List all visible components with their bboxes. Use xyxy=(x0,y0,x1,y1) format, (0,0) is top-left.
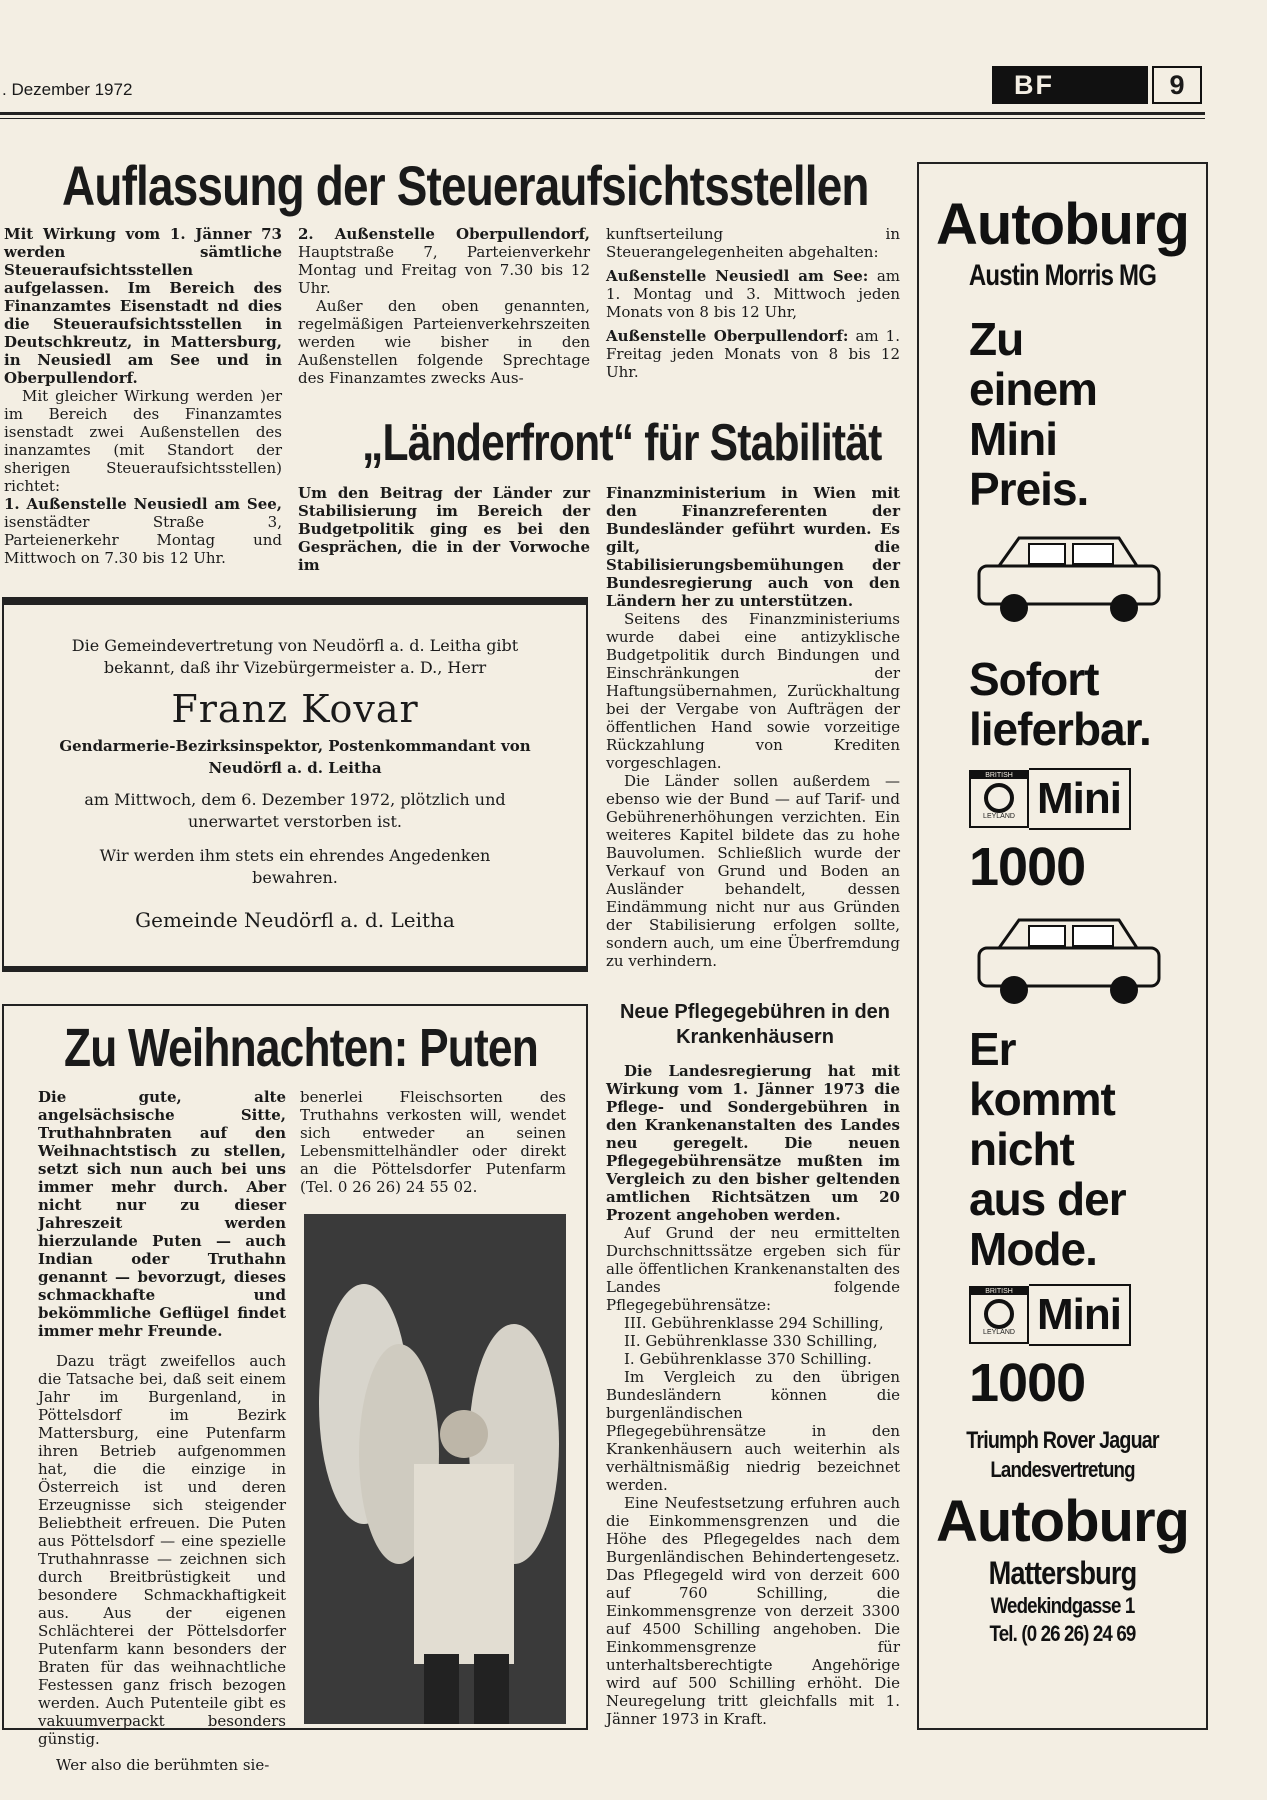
obituary-name: Franz Kovar xyxy=(171,687,419,731)
advert-brand: Autoburg xyxy=(936,1489,1189,1554)
article-lead: Die Landesregierung hat mit Wirkung vom 1. Jänner 1973 die Pflege- und Sondergebühren in den Krankenanstalten des Landes neu geregelt. Die neuen Pflegegebührensätze mußten im Vergleich zu den bisher geltenden amtlichen Richtsätzen um 20 Prozent angehoben werden. xyxy=(606,1062,900,1224)
obituary-title: Gendarmerie-Bezirksinspektor, Postenkommandant von Neudörfl a. d. Leitha xyxy=(59,737,531,777)
obituary-date: am Mittwoch, dem 6. Dezember 1972, plötzlich und unerwartet verstorben ist. xyxy=(84,790,506,831)
advert-model-number: 1000 xyxy=(969,837,1086,897)
british-leyland-logo xyxy=(969,770,1029,828)
article-headline: „Länderfront“ für Stabilität xyxy=(362,414,882,472)
advert-model: Mini xyxy=(1029,1284,1131,1346)
header-rule-thin xyxy=(0,118,1205,119)
advert-city: Mattersburg xyxy=(988,1555,1137,1591)
fee-class-1: I. Gebührenklasse 370 Schilling. xyxy=(624,1350,872,1368)
mini-car-icon xyxy=(969,910,1169,1010)
advert-line: einem xyxy=(969,363,1097,415)
british-leyland-logo xyxy=(969,1286,1029,1344)
article-column xyxy=(298,225,590,387)
advert-street: Wedekindgasse 1 xyxy=(990,1593,1135,1618)
article-headline: Neue Pflegegebühren in den Krankenhäusern xyxy=(619,1001,891,1048)
obituary-signature: Gemeinde Neudörfl a. d. Leitha xyxy=(135,908,455,932)
article-paragraph: kunftserteilung in Steuerangelegenheiten abgehalten: xyxy=(606,225,900,261)
autoburg-advert xyxy=(917,162,1208,1730)
article-subhead: Außenstelle Neusiedl am See: xyxy=(606,267,869,285)
advert-landesvertretung: Landesvertretung xyxy=(990,1457,1135,1482)
article-paragraph: Seitens des Finanzministeriums wurde dabei eine antizyklische Budgetpolitik durch Bindungen und Einschränkungen der Haftungsübernahmen, Zurückhaltung bei der Vergabe von Aufträgen der öffentlichen Hand sowie vorzeitige Rückzahlung von Krediten vorgeschlagen. xyxy=(606,610,900,772)
article-lead: Mit Wirkung vom 1. Jänner 73 werden sämtliche Steueraufsichtsstellen aufgelassen. Im Bereich des Finanzamtes Eisenstadt nd dies die Steueraufsichtsstellen in Deutschkreutz, in Mattersburg, in Neusiedl am See und in Oberpullendorf. xyxy=(4,225,282,387)
article-paragraph: Wer also die berühmten sie- xyxy=(56,1756,270,1774)
advert-brand: Autoburg xyxy=(936,192,1189,257)
advert-makes: Austin Morris MG xyxy=(968,259,1157,292)
article-subhead: 1. Außenstelle Neusiedl am See, xyxy=(4,495,282,513)
page-number: 9 xyxy=(1152,66,1202,104)
obituary-memorial: Wir werden ihm stets ein ehrendes Angedenken bewahren. xyxy=(99,846,491,887)
advert-phone: Tel. (0 26 26) 24 69 xyxy=(989,1621,1136,1646)
advert-line: Preis. xyxy=(969,463,1089,515)
turkey-farm-photo xyxy=(304,1214,566,1724)
article-paragraph: am 1. Montag und 3. Mittwoch jeden Monats von 8 bis 12 Uhr, xyxy=(606,267,900,321)
header-rule xyxy=(0,112,1205,115)
article-lead: Finanzministerium in Wien mit den Finanzreferenten der Bundesländer geführt wurden. Es gilt, die Stabilisierungsbemühungen der Bundesregierung auch von den Ländern her zu unterstützen. xyxy=(606,484,900,610)
article-paragraph: Im Vergleich zu den übrigen Bundesländern können die burgenländischen Pflegegebührensätze in den Krankenhäusern auch weiterhin als verhältnismäßig niedrig bezeichnet werden. xyxy=(606,1368,900,1494)
article-headline: Zu Weihnachten: Puten xyxy=(64,1018,538,1078)
article-paragraph: Dazu trägt zweifellos auch die Tatsache bei, daß seit einem Jahr im Burgenland, in Pöttelsdorf im Bezirk Mattersburg, eine Putenfarm ihren Betrieb aufgenommen hat, die die einzige in Österreich ist und deren Erzeugnisse sich steigender Beliebtheit erfreuen. Die Puten aus Pöttelsdorf — eine spezielle Truthahnrasse — zeichnen sich durch Breitbrüstigkeit und besondere Schmackhaftigkeit aus. Aus der eigenen Schlächterei der Pöttelsdorfer Putenfarm kann besonders der Braten für das weihnachtliche Festessen ganz frisch bezogen werden. Auch Putenteile gibt es vakuumverpackt besonders günstig. xyxy=(38,1352,286,1748)
advert-makes: Triumph Rover Jaguar xyxy=(966,1427,1159,1454)
article-paragraph: am 1. Freitag jeden Monats von 8 bis 12 Uhr. xyxy=(606,327,900,381)
obituary-box xyxy=(2,597,588,972)
advert-line: Zu xyxy=(969,313,1024,365)
advert-line: lieferbar. xyxy=(969,703,1151,755)
article-subhead: Außenstelle Oberpullendorf: xyxy=(606,327,849,345)
mini-badge xyxy=(969,768,1206,830)
advert-line: Mini xyxy=(969,413,1057,465)
badge-top-text: BRITISH xyxy=(971,772,1027,779)
article-subhead: 2. Außenstelle Oberpullendorf, xyxy=(298,225,590,243)
article-paragraph: Auf Grund der neu ermittelten Durchschnittssätze ergeben sich für alle öffentlichen Krankenanstalten des Landes folgende Pflegegebührensätze: xyxy=(606,1224,900,1314)
advert-line: Mode. xyxy=(969,1223,1097,1275)
leyland-emblem-icon xyxy=(984,783,1014,813)
article-column xyxy=(606,484,900,970)
advert-line: nicht xyxy=(969,1123,1074,1175)
article-paragraph: Mit gleicher Wirkung werden )er im Bereich des Finanzamtes isenstadt zwei Außenstellen des inanzamtes (mit Standort der sherigen Steueraufsichtsstellen) richtet: xyxy=(4,387,282,495)
advert-line: kommt xyxy=(969,1073,1115,1125)
leyland-emblem-icon xyxy=(984,1299,1014,1329)
advert-line: Er xyxy=(969,1023,1016,1075)
article-column xyxy=(38,1088,286,1774)
article-paragraph: Außer den oben genannten, regelmäßigen Parteienverkehrszeiten werden wie bisher in den Außenstellen folgende Sprechtage des Finanzamtes zwecks Aus- xyxy=(298,297,590,387)
mini-car-icon xyxy=(969,528,1169,628)
obituary-intro: Die Gemeindevertretung von Neudörfl a. d. Leitha gibt bekannt, daß ihr Vizebürgermeister a. D., Herr xyxy=(71,636,519,677)
article-paragraph: Eine Neufestsetzung erfuhren auch die Einkommensgrenzen und die Höhe des Pflegegeldes nach dem Burgenländischen Behindertengesetz. Das Pflegegeld wird von derzeit 600 auf 760 Schilling, die Einkommensgrenze von derzeit 3300 auf 4500 Schilling angehoben. Die Einkommensgrenze für unterhaltsberechtigte Angehörige wird auf 500 Schilling erhöht. Die Neuregelung tritt gleichfalls mit 1. Jänner 1973 in Kraft. xyxy=(606,1494,900,1728)
badge-bottom-text: LEYLAND xyxy=(983,813,1015,820)
advert-line: aus der xyxy=(969,1173,1126,1225)
advert-line: Sofort xyxy=(969,653,1099,705)
fee-class-2: II. Gebührenklasse 330 Schilling, xyxy=(624,1332,878,1350)
mini-badge xyxy=(969,1284,1206,1346)
advert-model: Mini xyxy=(1029,768,1131,830)
article-column xyxy=(606,1062,900,1728)
photo-illustration xyxy=(304,1214,566,1724)
article-paragraph: Die Länder sollen außerdem — ebenso wie der Bund — auf Tarif- und Gebührenerhöhungen verzichten. Ein weiteres Kapitel bildete das zu hohe Bauvolumen. Schließlich wurde der Verkauf von Grund und Boden an Ausländer behandelt, dessen Eindämmung nicht nur aus Gründen der Stabilisierung erfolgen sollte, sondern auch, um eine Überfremdung zu verhindern. xyxy=(606,772,900,970)
article-paragraph: Hauptstraße 7, Parteienverkehr Montag und Freitag von 7.30 bis 12 Uhr. xyxy=(298,243,590,297)
article-paragraph: isenstädter Straße 3, Parteienerkehr Montag und Mittwoch on 7.30 bis 12 Uhr. xyxy=(4,513,282,567)
badge-top-text: BRITISH xyxy=(971,1288,1027,1295)
article-headline: Auflassung der Steueraufsichtsstellen xyxy=(62,154,869,217)
advert-model-number: 1000 xyxy=(969,1353,1086,1413)
section-label: BF xyxy=(992,66,1148,104)
fee-class-3: III. Gebührenklasse 294 Schilling, xyxy=(624,1314,884,1332)
badge-bottom-text: LEYLAND xyxy=(983,1329,1015,1336)
article-column xyxy=(606,225,900,381)
article-lead: Um den Beitrag der Länder zur Stabilisierung im Bereich der Budgetpolitik ging es bei den Gesprächen, die in der Vorwoche im xyxy=(298,484,590,574)
article-lead: Die gute, alte angelsächsische Sitte, Truthahnbraten auf den Weihnachtstisch zu stellen, setzt sich nun auch bei uns immer mehr durch. Aber nicht nur zu dieser Jahreszeit werden hierzulande Puten — auch Indian oder Truthahn genannt — bevorzugt, dieses schmackhafte und bekömmliche Geflügel findet immer mehr Freunde. xyxy=(38,1088,286,1340)
issue-date: . Dezember 1972 xyxy=(2,80,133,99)
article-column xyxy=(4,225,282,567)
article-paragraph: benerlei Fleischsorten des Truthahns verkosten will, wendet sich entweder an seinen Lebensmittelhändler oder direkt an die Pöttelsdorfer Putenfarm (Tel. 0 26 26) 24 55 02. xyxy=(300,1088,566,1196)
